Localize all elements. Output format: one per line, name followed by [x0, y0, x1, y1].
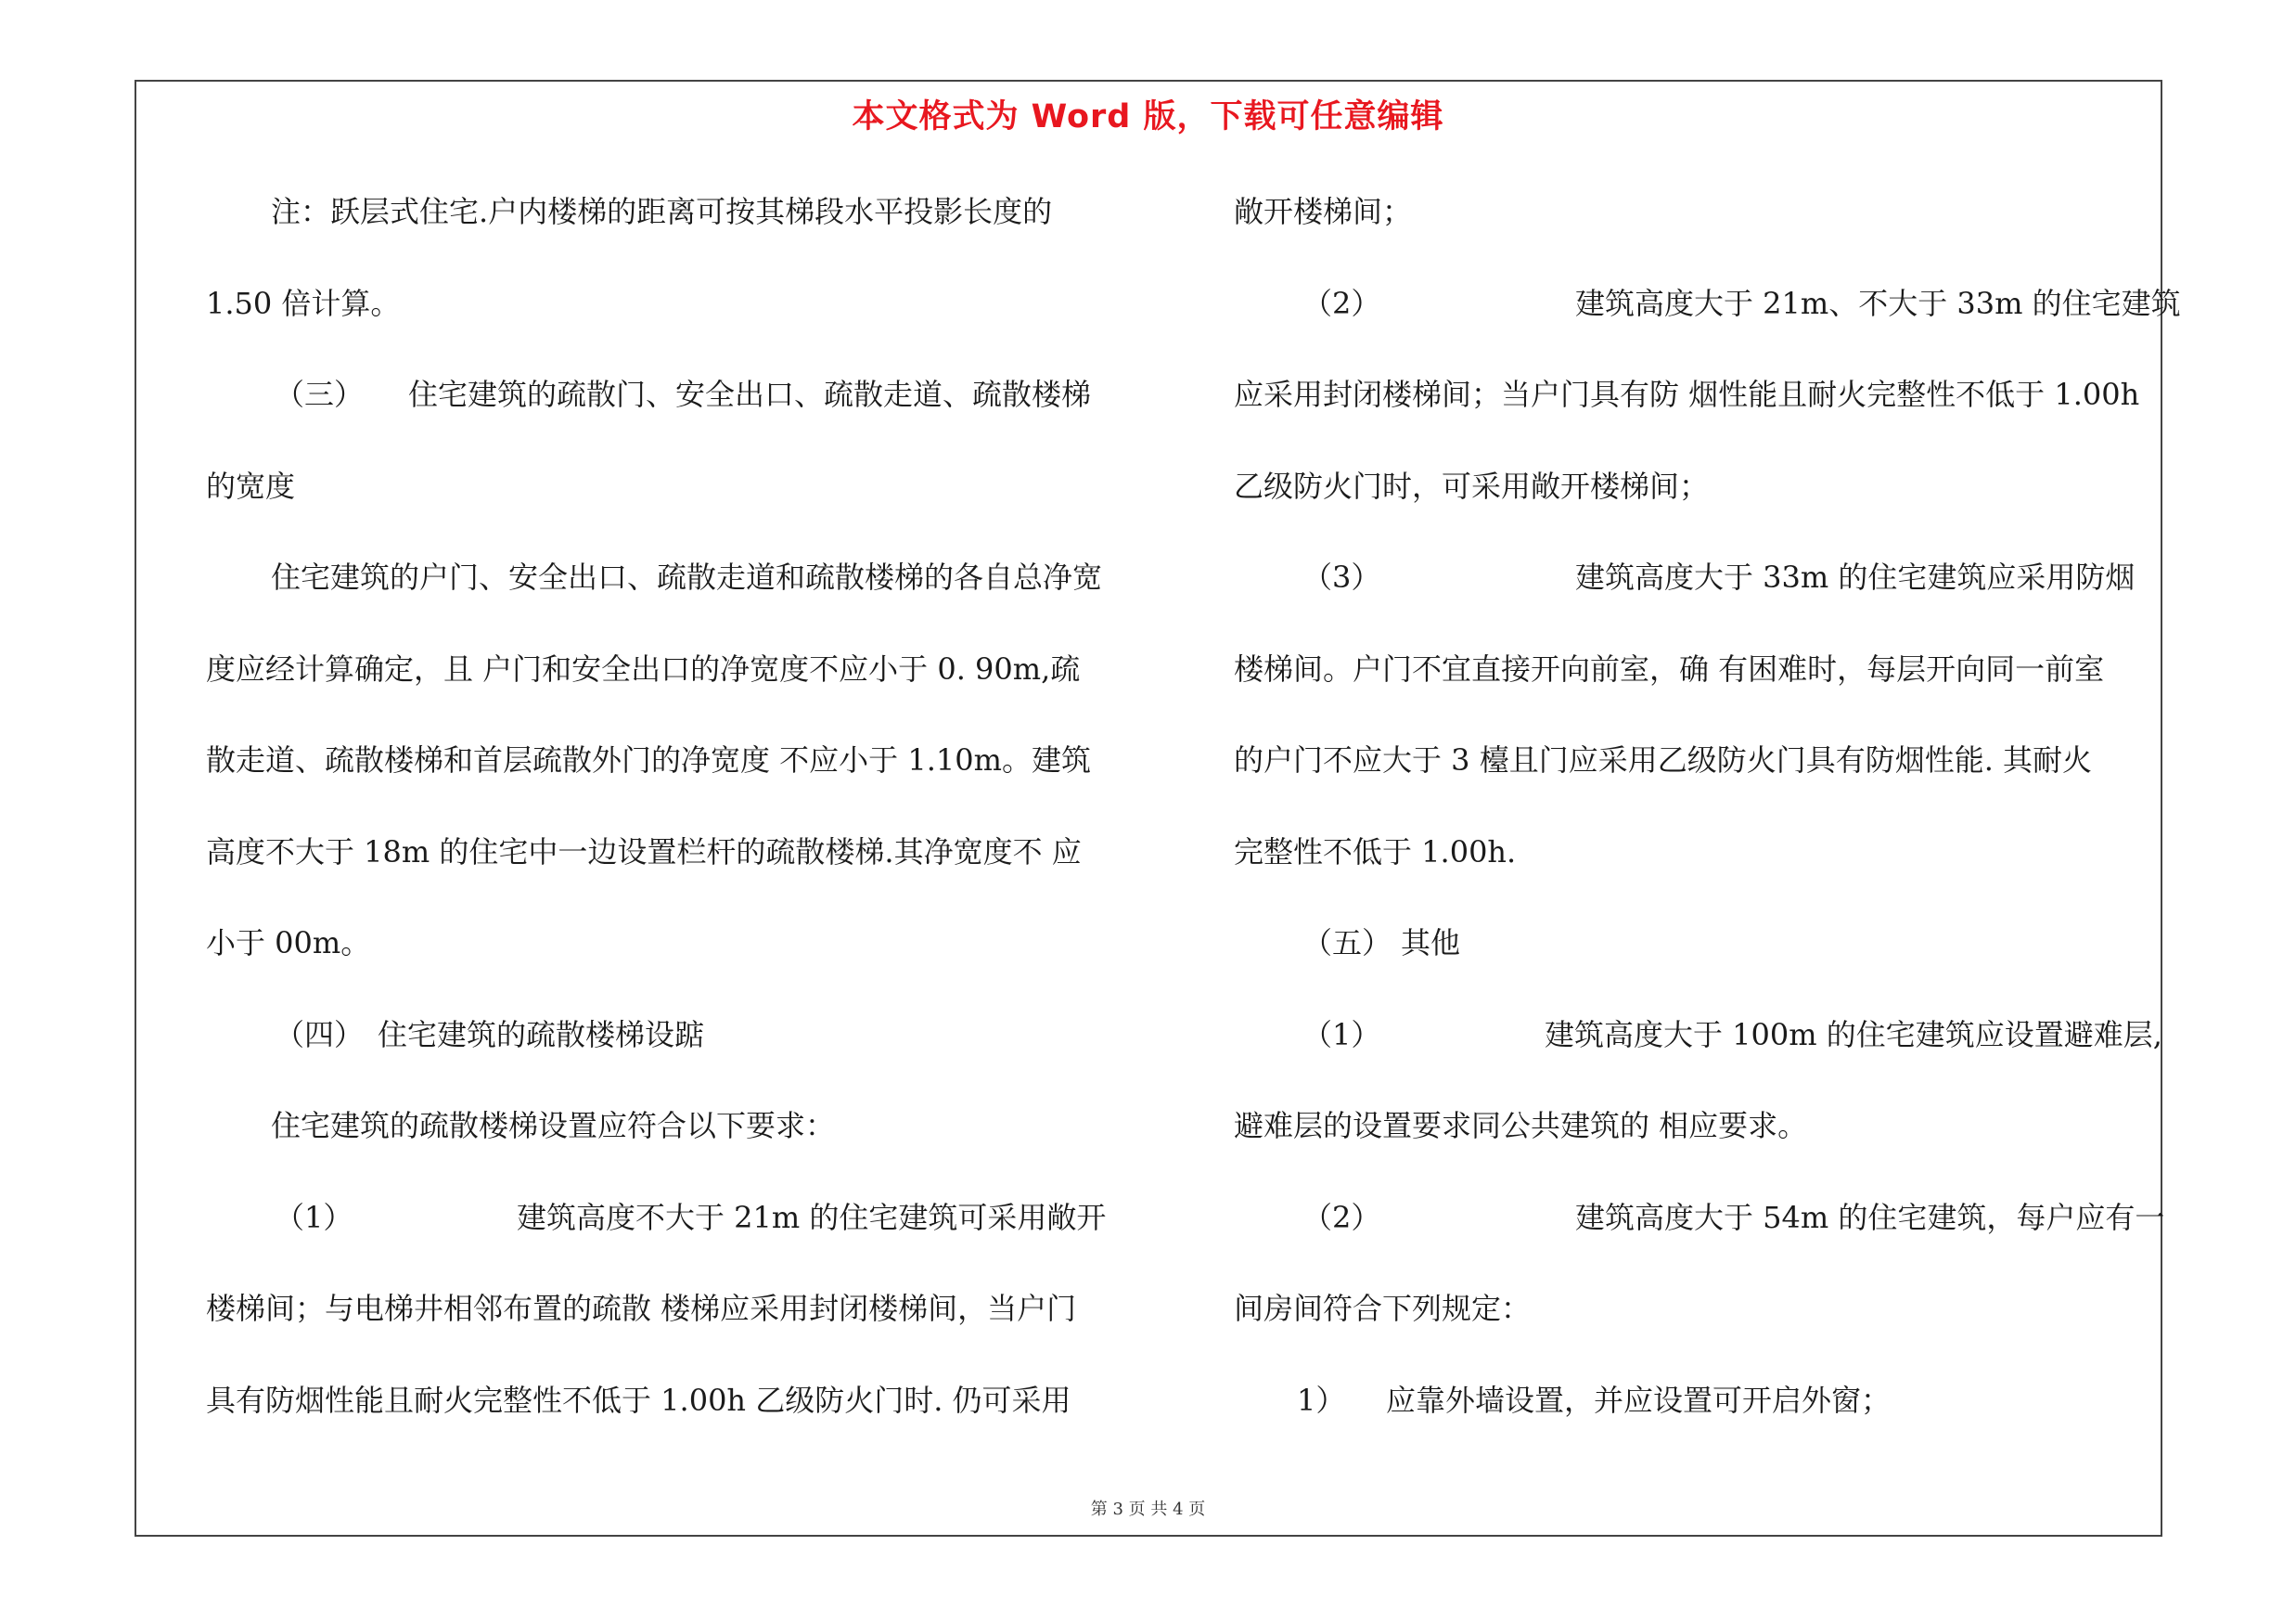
text-line: [206, 1372, 1134, 1464]
text-line: [206, 824, 1134, 916]
line-text: 应靠外墙设置，并应设置可开启外窗；: [1386, 1382, 1892, 1418]
line-text: 建筑高度大于 54m 的住宅建筑，每户应有一: [1575, 1199, 2165, 1235]
line-text: 散走道、疏散楼梯和首层疏散外门的净宽度 不应小于 1.10m。建筑: [206, 742, 1091, 778]
left-column: [206, 184, 1134, 1463]
text-line: [1234, 1098, 2161, 1190]
page-number: 第 3 页 共 4 页: [1090, 1500, 1206, 1519]
line-text: 具有防烟性能且耐火完整性不低于 1.00h 乙级防火门时. 仍可采用: [206, 1382, 1071, 1418]
line-text: 建筑高度大于 33m 的住宅建筑应采用防烟: [1575, 560, 2136, 595]
section-heading: 住宅建筑的疏散楼梯设踮: [378, 1016, 705, 1052]
line-text: 注：跃层式住宅.户内楼梯的距离可按其梯段水平投影长度的: [271, 194, 1053, 229]
text-line: [1234, 276, 2181, 367]
section-number: （五）: [1302, 925, 1392, 960]
text-line: [1234, 1372, 2161, 1464]
line-text: 敞开楼梯间；: [1234, 194, 1413, 229]
text-line: [206, 1098, 1134, 1190]
section-heading: 其他: [1401, 925, 1461, 960]
line-text: 避难层的设置要求同公共建筑的 相应要求。: [1234, 1108, 1808, 1143]
line-text: 度应经计算确定，且 户门和安全出口的净宽度不应小于 0. 90m,疏: [206, 650, 1081, 687]
text-line: [1234, 641, 2161, 733]
item-number: 1）: [1297, 1382, 1346, 1418]
text-line: [1234, 915, 2161, 1007]
line-text: 的宽度: [206, 468, 296, 504]
text-line: [206, 276, 1134, 367]
line-text: 建筑高度大于 21m、不大于 33m 的住宅建筑: [1575, 285, 2181, 321]
line-text: 高度不大于 18m 的住宅中一边设置栏杆的疏散楼梯.其净宽度不 应: [206, 833, 1082, 869]
line-text: 楼梯间。户门不宜直接开向前室，确 有困难时，每层开向同一前室: [1234, 650, 2105, 687]
text-line: [1234, 824, 2161, 916]
section-heading: 住宅建筑的疏散门、安全出口、疏散走道、疏散楼梯: [408, 377, 1092, 412]
text-line: [206, 184, 1134, 276]
item-number: （2）: [1302, 285, 1381, 321]
line-text: 楼梯间；与电梯井相邻布置的疏散 楼梯应采用封闭楼梯间，当户门: [206, 1291, 1077, 1326]
text-line: [206, 367, 1134, 458]
line-text: 应采用封闭楼梯间；当户门具有防 烟性能且耐火完整性不低于 1.00h: [1234, 377, 2140, 412]
item-number: （1）: [1302, 1016, 1381, 1052]
format-banner: 本文格式为 Word 版，下载可任意编辑: [852, 98, 1444, 135]
text-line: [206, 1190, 1134, 1282]
text-line: [206, 732, 1134, 824]
text-line: [1234, 1190, 2165, 1282]
section-number: （三）: [275, 377, 365, 412]
line-text: 小于 00m。: [206, 925, 371, 960]
line-text: 1.50 倍计算。: [206, 285, 401, 321]
item-number: （2）: [1302, 1199, 1381, 1235]
text-line: [206, 1007, 1134, 1099]
line-text: 住宅建筑的疏散楼梯设置应符合以下要求：: [271, 1108, 836, 1143]
item-number: （1）: [275, 1199, 353, 1235]
text-line: [1234, 549, 2161, 641]
text-line: [1234, 1007, 2161, 1099]
item-number: （3）: [1302, 560, 1381, 595]
line-text: 建筑高度大于 100m 的住宅建筑应设置避难层,: [1545, 1016, 2162, 1052]
line-text: 间房间符合下列规定：: [1234, 1291, 1532, 1326]
line-text: 乙级防火门时，可采用敞开楼梯间；: [1234, 468, 1710, 504]
line-text: 住宅建筑的户门、安全出口、疏散走道和疏散楼梯的各自总净宽: [271, 560, 1103, 595]
line-text: 完整性不低于 1.00h.: [1234, 833, 1517, 869]
text-line: [1234, 732, 2161, 824]
right-column: [1234, 184, 2181, 1463]
text-line: [206, 1281, 1134, 1372]
text-line: [1234, 458, 2161, 550]
text-line: [206, 915, 1134, 1007]
text-line: [1234, 184, 2161, 276]
line-text: 的户门不应大于 3 檯且门应采用乙级防火门具有防烟性能. 其耐火: [1234, 742, 2093, 778]
text-line: [206, 641, 1134, 733]
section-number: （四）: [275, 1016, 365, 1052]
line-text: 建筑高度不大于 21m 的住宅建筑可采用敞开: [517, 1199, 1107, 1235]
text-line: [1234, 1281, 2161, 1372]
text-line: [206, 458, 1134, 550]
text-line: [1234, 367, 2161, 458]
text-line: [206, 549, 1134, 641]
